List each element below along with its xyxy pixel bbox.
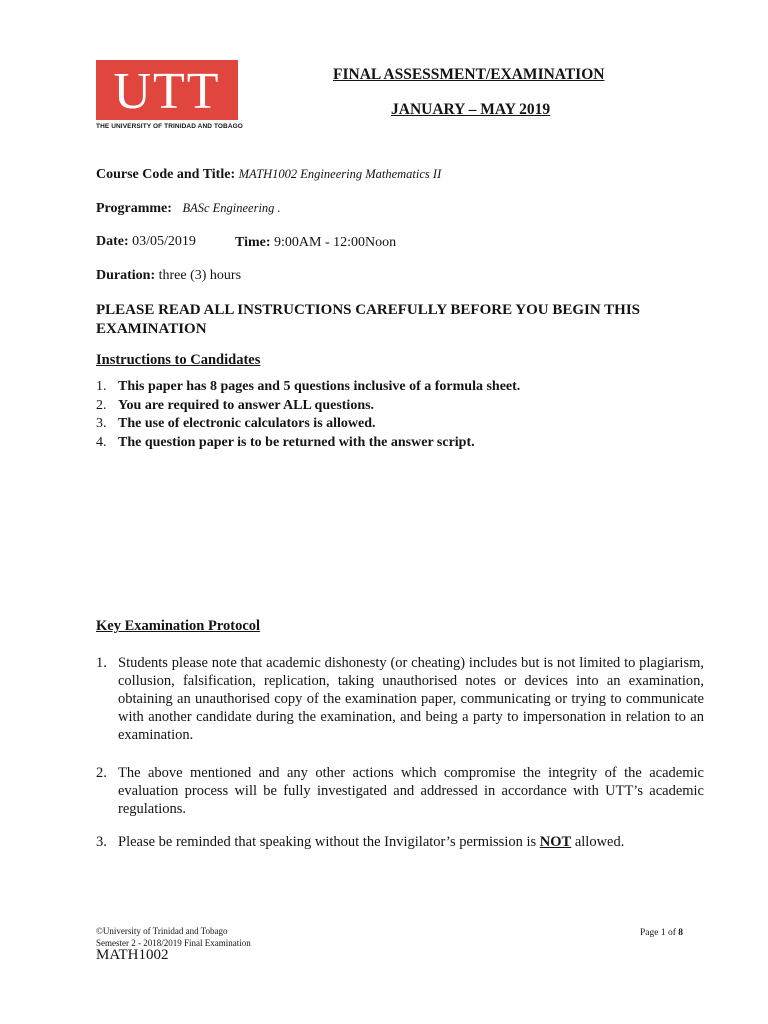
instructions-heading: Instructions to Candidates [96,352,261,368]
list-item: 4. The question paper is to be returned with the answer script. [96,434,475,450]
programme-field [96,201,281,217]
protocol-item: 2. The above mentioned and any other actions which compromise the integrity of the academic evaluation process will be fully investigated and addressed in accordance with UTT’s academic regulations. [96,765,704,817]
list-item: 2. You are required to answer ALL questions. [96,397,375,413]
protocol-item: 1. Students please note that academic dishonesty (or cheating) includes but is not limited to plagiarism, collusion, falsification, replication, taking unauthorised notes or devices into an examination, obtaining an unauthorised copy of the examination paper, communicating or trying to communicate with another candidate during the examination, and being a party to impersonation in relation to an examination. [96,655,704,743]
exam-title: FINAL ASSESSMENT/EXAMINATION [333,66,605,83]
footer-course-code: MATH1002 [96,947,169,963]
time-value: 9:00AM - 12:00Noon [274,235,397,250]
programme-value: BASc Engineering . [182,201,281,215]
list-item: 1. This paper has 8 pages and 5 questions inclusive of a formula sheet. [96,379,521,394]
utt-logo [96,60,238,120]
programme-label: Programme: [96,201,172,216]
instructions-list [96,378,520,452]
instructions-banner: PLEASE READ ALL INSTRUCTIONS CAREFULLY BEFORE YOU BEGIN THIS EXAMINATION [96,302,641,337]
protocol-heading: Key Examination Protocol [96,618,261,634]
time-field [235,235,396,251]
date-field [96,234,196,250]
footer-copyright: ©University of Trinidad and Tobago [96,926,228,936]
course-field [96,167,441,183]
not-emphasis: NOT [539,834,572,850]
logo-caption: THE UNIVERSITY OF TRINIDAD AND TOBAGO [96,123,243,130]
time-label: Time: [235,235,271,250]
date-label: Date: [96,234,129,249]
duration-field [96,268,241,284]
duration-value: three (3) hours [158,268,242,283]
list-item: 3. The use of electronic calculators is allowed. [96,416,376,431]
footer-info [96,925,251,949]
page-number: Page 1 of 8 [640,928,684,938]
protocol-item: 3. Please be reminded that speaking without the Invigilator’s permission is NOT allowed. [96,834,625,850]
date-value: 03/05/2019 [132,234,196,249]
duration-label: Duration: [96,268,156,283]
course-label: Course Code and Title: [96,167,236,182]
course-value: MATH1002 Engineering Mathematics II [238,167,442,181]
exam-period: JANUARY – MAY 2019 [391,101,551,118]
logo-text: UTT [113,63,221,120]
footer-semester: Semester 2 - 2018/2019 Final Examination [96,938,251,948]
